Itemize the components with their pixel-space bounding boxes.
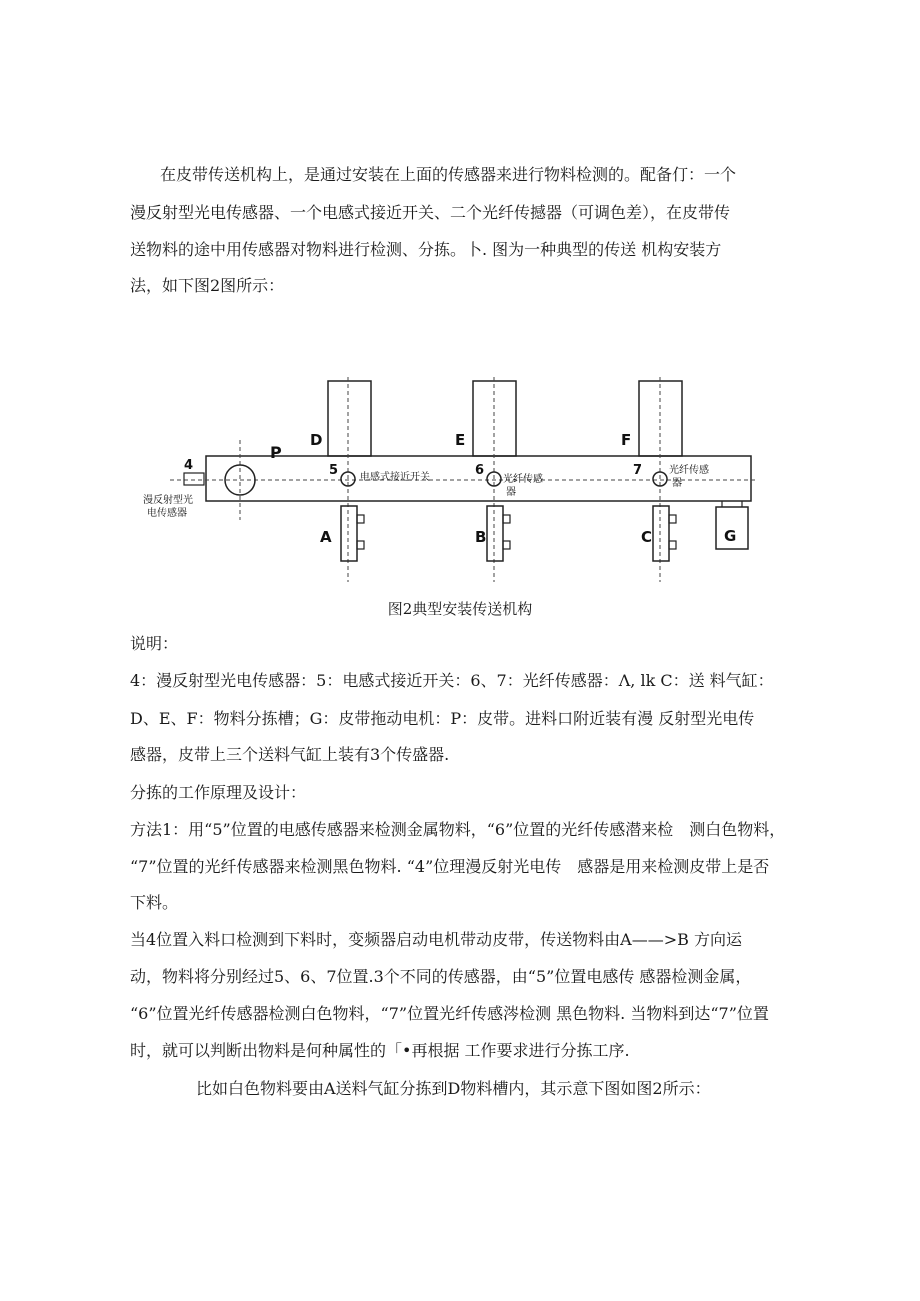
intro-line-1: 在皮带传送机构上，是通过安装在上面的传感器来进行物料检测的。配备仃：一个 bbox=[160, 165, 737, 184]
figure-caption: 图2典型安装传送机构 bbox=[387, 600, 533, 618]
cylinder-c-label: C bbox=[641, 528, 653, 546]
slot-d-label: D bbox=[310, 431, 323, 449]
body-line-3: D、E、F：物料分拣槽；G：皮带拖动电机：P：皮带。进料口附近装有漫 反射型光电传 bbox=[130, 709, 755, 728]
body-line-2: 4：漫反射型光电传感器：5：电感式接近开关：6、7：光纤传感器：Λ, lk C：送 料气缸： bbox=[130, 671, 774, 690]
cylinder-a bbox=[341, 506, 364, 561]
sensor-4-label-1: 漫反射型光 bbox=[143, 495, 193, 506]
slot-d bbox=[328, 381, 371, 456]
body-line-12: 时，就可以判断出物料是何种属性的「•再根据 工作要求进行分拣工序. bbox=[130, 1041, 630, 1060]
sensor-5-label: 电感式接近开关 bbox=[360, 472, 430, 483]
body-line-1: 说明： bbox=[130, 634, 179, 653]
sensor-6-label-2: 器 bbox=[506, 487, 516, 498]
sensor-4-label-2: 电传感器 bbox=[147, 508, 187, 519]
conveyor-diagram bbox=[0, 0, 920, 600]
body-line-10: 动，物料将分别经过5、6、7位置.3个不同的传感器，由“5”位置电感传 感器检测金属， bbox=[130, 967, 752, 986]
slot-f-label: F bbox=[621, 431, 632, 449]
body-line-4: 感器，皮带上三个送料气缸上装有3个传盛器. bbox=[130, 745, 450, 764]
cylinder-c bbox=[653, 506, 676, 561]
body-line-13: 比如白色物料要由A送料气缸分拣到D物料槽内，其示意下图如图2所示： bbox=[196, 1079, 711, 1098]
body-line-7: “7”位置的光纤传感器来检测黑色物料. “4”位理漫反射光电传 感器是用来检测皮带上是否 bbox=[130, 857, 770, 876]
body-line-9: 当4位置入料口检测到下料时，变频器启动电机带动皮带，传送物料由A——>B 方向运 bbox=[130, 930, 742, 949]
sensor-5-number: 5 bbox=[329, 463, 339, 478]
sensor-7-label-1: 光纤传感 bbox=[669, 465, 709, 476]
sensor-6-number: 6 bbox=[475, 463, 485, 478]
belt-label: P bbox=[270, 443, 282, 462]
body-line-6: 方法1：用“5”位置的电感传感器来检测金属物料，“6”位置的光纤传感潜来检 测白色物料， bbox=[130, 820, 786, 839]
sensor-4 bbox=[184, 473, 204, 485]
motor-g-label: G bbox=[724, 527, 737, 545]
cylinder-a-label: A bbox=[320, 528, 332, 546]
intro-line-2: 漫反射型光电传感器、一个电感式接近开关、二个光纤传撼器（可调色差），在皮带传 bbox=[130, 203, 731, 222]
body-line-5: 分拣的工作原理及设计： bbox=[130, 783, 307, 802]
intro-line-3: 送物料的途中用传感器对物料进行检测、分拣。卜. 图为一种典型的传送 机构安装方 bbox=[130, 240, 722, 259]
sensor-7-number: 7 bbox=[633, 463, 643, 478]
body-line-11: “6”位置光纤传感器检测白色物料，“7”位置光纤传感涔检测 黑色物料. 当物料到达“7”位置 bbox=[130, 1004, 769, 1023]
sensor-4-number: 4 bbox=[184, 458, 194, 473]
intro-line-4: 法，如下图2图所示： bbox=[130, 276, 285, 295]
body-line-8: 下料。 bbox=[130, 893, 179, 912]
sensor-7-label-2: 器 bbox=[672, 478, 682, 489]
sensor-6-label-1: 光纤传感 bbox=[503, 474, 543, 485]
slot-e-label: E bbox=[455, 431, 466, 449]
cylinder-b bbox=[487, 506, 510, 561]
cylinder-b-label: B bbox=[475, 528, 487, 546]
